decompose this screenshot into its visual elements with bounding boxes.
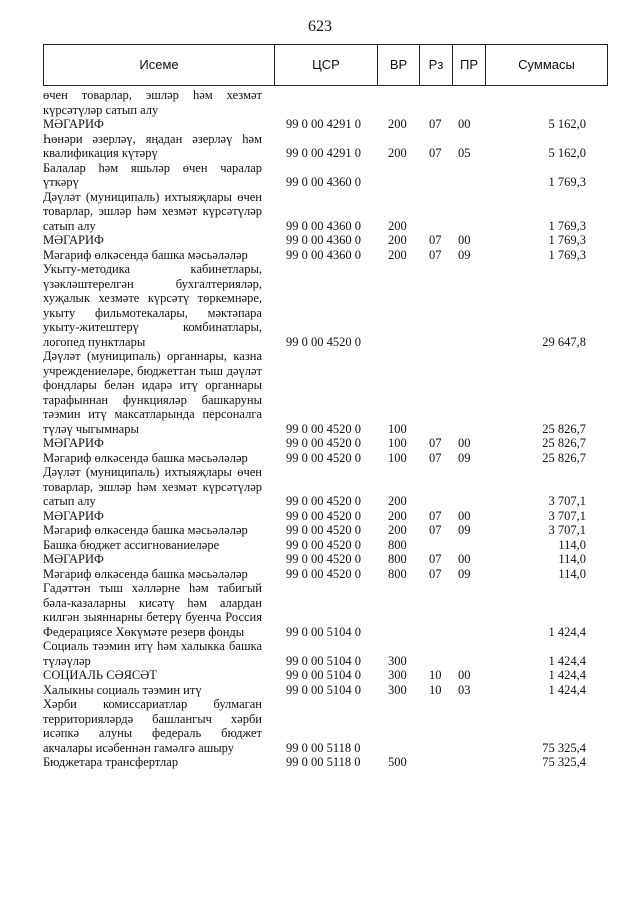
table-body <box>43 88 608 770</box>
row-rz: 07 <box>429 523 442 537</box>
row-csr: 99 0 00 4520 0 <box>286 450 361 465</box>
row-sum: 1 424,4 <box>548 682 586 697</box>
row-name: Укыту-методика кабинетлары, үзәкләштерелгән бухгалтерияләр, хуҗалык хезмәте күрсәтү төркемнәре, укыту фильмотекалары, мәктәпара укыту-житештерү комбинатлары, логопед пунктлары <box>43 262 262 349</box>
header-csr: ЦСР <box>312 57 340 72</box>
row-name: Мәгариф өлкәсендә башка мәсьәләләр <box>43 247 248 262</box>
row-csr: 99 0 00 5104 0 <box>286 682 361 697</box>
row-pr: 09 <box>458 247 471 262</box>
row-name: Башка бюджет ассигнованиеләре <box>43 537 220 552</box>
row-vr: 200 <box>388 146 407 160</box>
row-csr: 99 0 00 4520 0 <box>286 523 361 537</box>
header-name: Исеме <box>139 57 179 72</box>
row-rz: 10 <box>429 682 442 697</box>
row-pr: 09 <box>458 566 471 581</box>
row-vr: 300 <box>388 653 407 668</box>
row-sum: 5 162,0 <box>548 117 586 131</box>
row-sum: 1 424,4 <box>548 653 586 668</box>
table-row <box>43 683 608 698</box>
row-csr: 99 0 00 4520 0 <box>286 334 361 349</box>
table-row <box>43 117 608 132</box>
table-row <box>43 523 608 538</box>
row-name: МӘГАРИФ <box>43 508 104 523</box>
header-pr: ПР <box>459 57 478 72</box>
row-pr: 00 <box>458 436 471 450</box>
row-csr: 99 0 00 5104 0 <box>286 624 361 639</box>
row-rz: 07 <box>429 552 442 566</box>
row-vr: 200 <box>388 233 407 247</box>
row-name: МӘГАРИФ <box>43 436 104 450</box>
row-name: Һөнәри әзерләү, яңадан әзерләү һәм квалификация күтәрү <box>43 131 262 160</box>
row-name: Дәүләт (муниципаль) ихтыяҗлары өчен товарлар, эшләр һәм хезмәт күрсәтүләр сатып алу <box>43 189 262 233</box>
table-row <box>43 639 608 668</box>
row-csr: 99 0 00 5118 0 <box>286 755 361 769</box>
table-row <box>43 262 608 349</box>
table-row <box>43 248 608 263</box>
row-name: Дәүләт (муниципаль) ихтыяҗлары өчен товарлар, эшләр һәм хезмәт күрсәтүләр сатып алу <box>43 465 262 508</box>
row-csr: 99 0 00 4520 0 <box>286 552 361 566</box>
row-name: Хәрби комиссариатлар булмаган территорияләрдә башлангыч хәрби исәпкә алуны федераль бюджет акчалары исәбеннән гамәлгә ашыру <box>43 697 262 755</box>
table-row <box>43 581 608 639</box>
row-name: Мәгариф өлкәсендә башка мәсьәләләр <box>43 523 248 537</box>
row-sum: 25 826,7 <box>542 450 586 465</box>
table-row <box>43 132 608 161</box>
row-rz: 07 <box>429 566 442 581</box>
row-name: Мәгариф өлкәсендә башка мәсьәләләр <box>43 450 248 465</box>
row-vr: 800 <box>388 552 407 566</box>
table-row <box>43 755 608 770</box>
row-pr: 03 <box>458 682 471 697</box>
table-row <box>43 697 608 755</box>
row-vr: 200 <box>388 508 407 523</box>
row-sum: 114,0 <box>558 566 586 581</box>
row-name: Мәгариф өлкәсендә башка мәсьәләләр <box>43 566 248 581</box>
row-sum: 29 647,8 <box>542 334 586 349</box>
row-vr: 100 <box>388 450 407 465</box>
row-name: Социаль тәэмин итү һәм халыкка башка түләүләр <box>43 639 262 668</box>
row-pr: 05 <box>458 146 471 160</box>
table-row <box>43 509 608 524</box>
row-name: Бюджетара трансфертлар <box>43 755 179 769</box>
row-csr: 99 0 00 4360 0 <box>286 247 361 262</box>
row-rz: 07 <box>429 508 442 523</box>
row-rz: 07 <box>429 247 442 262</box>
row-csr: 99 0 00 4360 0 <box>286 233 361 247</box>
row-sum: 114,0 <box>558 537 586 552</box>
table-row <box>43 538 608 553</box>
table-row <box>43 436 608 451</box>
row-sum: 1 424,4 <box>548 624 586 639</box>
row-name: Балалар һәм яшьләр өчен чаралар үткәрү <box>43 160 262 189</box>
row-csr: 99 0 00 4360 0 <box>286 218 361 233</box>
row-sum: 1 769,3 <box>548 247 586 262</box>
row-rz: 10 <box>429 668 442 682</box>
row-sum: 3 707,1 <box>548 508 586 523</box>
row-vr: 800 <box>388 537 407 552</box>
row-sum: 1 769,3 <box>548 175 586 189</box>
row-csr: 99 0 00 4520 0 <box>286 508 361 523</box>
row-sum: 1 769,3 <box>548 233 586 247</box>
row-name: Халыкны социаль тәэмин итү <box>43 682 202 697</box>
row-rz: 07 <box>429 117 442 131</box>
row-csr: 99 0 00 4520 0 <box>286 494 361 508</box>
row-sum: 75 325,4 <box>542 740 586 755</box>
row-csr: 99 0 00 4520 0 <box>286 537 361 552</box>
row-csr: 99 0 00 4291 0 <box>286 117 361 131</box>
row-csr: 99 0 00 4520 0 <box>286 566 361 581</box>
table-row <box>43 451 608 466</box>
row-name: Гадәттән тыш хәлләрне һәм табигый бәла-казаларны кисәтү һәм алардан килгән зыяннарны бетерү буенча Россия Федерациясе Хөкүмәте резерв фонды <box>43 581 262 639</box>
row-pr: 00 <box>458 508 471 523</box>
table-header <box>43 44 608 86</box>
table-row <box>43 567 608 582</box>
table-row <box>43 668 608 683</box>
table-row <box>43 552 608 567</box>
header-vr: ВР <box>389 57 408 72</box>
row-csr: 99 0 00 4520 0 <box>286 436 361 450</box>
row-name: өчен товарлар, эшләр һәм хезмәт күрсәтүләр сатып алу <box>43 88 262 117</box>
header-rz: Рз <box>428 57 444 72</box>
table-row <box>43 161 608 190</box>
row-csr: 99 0 00 5118 0 <box>286 740 361 755</box>
row-vr: 200 <box>388 218 407 233</box>
row-sum: 25 826,7 <box>542 421 586 436</box>
row-csr: 99 0 00 4360 0 <box>286 175 361 189</box>
row-sum: 3 707,1 <box>548 494 586 508</box>
row-vr: 100 <box>388 436 407 450</box>
row-vr: 300 <box>388 682 407 697</box>
row-name: Дәүләт (муниципаль) органнары, казна учреждениеләре, бюджеттан тыш дәүләт фондлары белән идарә итү органнары тарафыннан функцияләр башкаруны тәэмин итү максатларында персоналга түләү чыгымнары <box>43 349 262 436</box>
row-vr: 200 <box>388 247 407 262</box>
row-rz: 07 <box>429 450 442 465</box>
table-row <box>43 88 608 117</box>
row-name: МӘГАРИФ <box>43 233 104 247</box>
row-name: МӘГАРИФ <box>43 552 104 566</box>
row-sum: 75 325,4 <box>542 755 586 769</box>
table-row <box>43 349 608 436</box>
row-sum: 114,0 <box>558 552 586 566</box>
row-csr: 99 0 00 4520 0 <box>286 421 361 436</box>
row-rz: 07 <box>429 146 442 160</box>
row-pr: 00 <box>458 552 471 566</box>
row-csr: 99 0 00 5104 0 <box>286 668 361 682</box>
row-csr: 99 0 00 5104 0 <box>286 653 361 668</box>
row-vr: 800 <box>388 566 407 581</box>
row-pr: 09 <box>458 523 471 537</box>
row-name: СОЦИАЛЬ СӘЯСӘТ <box>43 668 157 682</box>
row-sum: 5 162,0 <box>548 146 586 160</box>
table-row <box>43 465 608 509</box>
row-sum: 3 707,1 <box>548 523 586 537</box>
row-name: МӘГАРИФ <box>43 117 104 131</box>
row-pr: 00 <box>458 233 471 247</box>
row-csr: 99 0 00 4291 0 <box>286 146 361 160</box>
row-rz: 07 <box>429 233 442 247</box>
row-pr: 00 <box>458 117 471 131</box>
row-pr: 00 <box>458 668 471 682</box>
row-rz: 07 <box>429 436 442 450</box>
row-vr: 500 <box>388 755 407 769</box>
row-sum: 1 424,4 <box>548 668 586 682</box>
row-sum: 25 826,7 <box>542 436 586 450</box>
row-vr: 200 <box>388 117 407 131</box>
page-number: 623 <box>308 18 332 35</box>
row-vr: 300 <box>388 668 407 682</box>
row-vr: 100 <box>388 421 407 436</box>
header-sum: Суммасы <box>518 57 575 72</box>
row-sum: 1 769,3 <box>548 218 586 233</box>
row-pr: 09 <box>458 450 471 465</box>
table-row <box>43 233 608 248</box>
row-vr: 200 <box>388 523 407 537</box>
row-vr: 200 <box>388 494 407 508</box>
table-row <box>43 190 608 234</box>
